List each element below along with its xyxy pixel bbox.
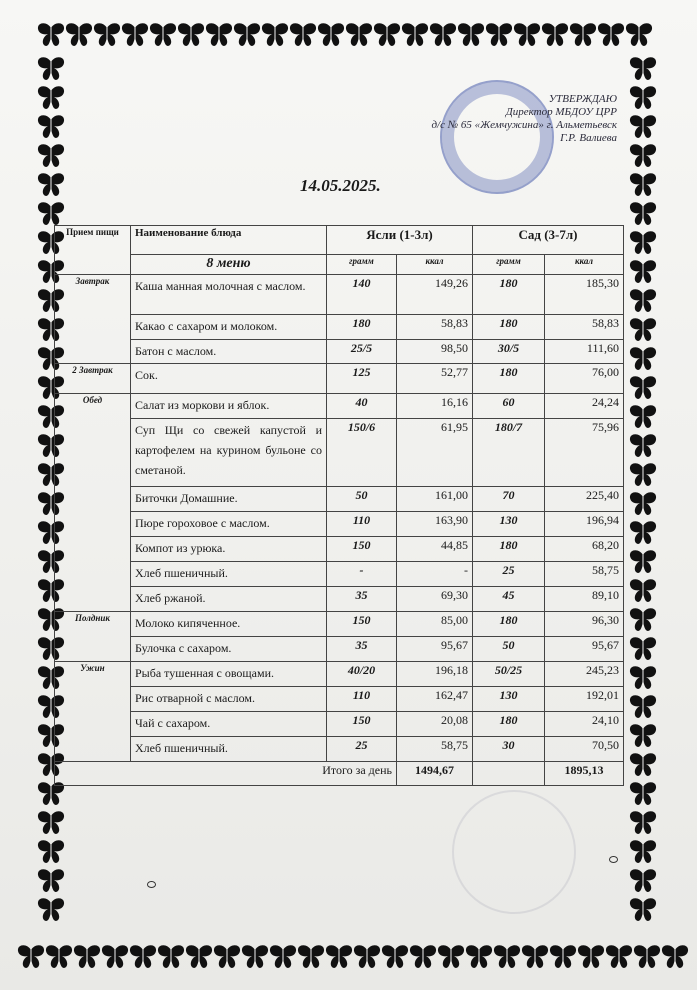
table-row <box>55 315 624 340</box>
gram-nursery: 40 <box>327 394 397 419</box>
gram-nursery: 35 <box>327 587 397 612</box>
butterfly-icon <box>260 22 290 48</box>
gram-kindergarten: 180 <box>473 612 545 637</box>
total-label: Итого за день <box>55 762 397 786</box>
butterfly-icon <box>628 520 658 546</box>
dish-name: Хлеб ржаной. <box>131 587 327 612</box>
circle-mark <box>609 856 618 863</box>
butterfly-icon <box>16 944 46 970</box>
table-row <box>55 340 624 364</box>
gram-kindergarten: 25 <box>473 562 545 587</box>
table-row <box>55 419 624 487</box>
kcal-kindergarten: 196,94 <box>545 512 624 537</box>
kcal-kindergarten: 58,83 <box>545 315 624 340</box>
butterfly-icon <box>548 944 578 970</box>
kcal-kindergarten: 111,60 <box>545 340 624 364</box>
butterfly-icon <box>628 404 658 430</box>
gram-nursery: 125 <box>327 364 397 394</box>
butterfly-icon <box>344 22 374 48</box>
table-row <box>55 487 624 512</box>
dish-name: Какао с сахаром и молоком. <box>131 315 327 340</box>
header-group-kindergarten: Сад (3-7л) <box>473 226 624 255</box>
butterfly-icon <box>628 839 658 865</box>
butterfly-icon <box>120 22 150 48</box>
table-row <box>55 712 624 737</box>
dish-name: Чай с сахаром. <box>131 712 327 737</box>
meal-name: Полдник <box>55 612 131 662</box>
gram-kindergarten: 130 <box>473 512 545 537</box>
kcal-kindergarten: 96,30 <box>545 612 624 637</box>
gram-nursery: 110 <box>327 512 397 537</box>
table-row <box>55 737 624 762</box>
dish-name: Биточки Домашние. <box>131 487 327 512</box>
butterfly-icon <box>628 375 658 401</box>
dish-name: Батон с маслом. <box>131 340 327 364</box>
butterfly-icon <box>232 22 262 48</box>
header-kcal-nursery: ккал <box>397 255 473 275</box>
kcal-kindergarten: 192,01 <box>545 687 624 712</box>
butterfly-icon <box>72 944 102 970</box>
kcal-kindergarten: 58,75 <box>545 562 624 587</box>
kcal-nursery: 58,83 <box>397 315 473 340</box>
butterfly-icon <box>456 22 486 48</box>
butterfly-icon <box>628 56 658 82</box>
butterfly-icon <box>628 114 658 140</box>
butterfly-icon <box>540 22 570 48</box>
kcal-kindergarten: 75,96 <box>545 419 624 487</box>
butterfly-icon <box>36 143 66 169</box>
gram-nursery: 40/20 <box>327 662 397 687</box>
butterfly-icon <box>380 944 410 970</box>
butterfly-icon <box>36 897 66 923</box>
butterfly-icon <box>628 810 658 836</box>
header-kcal-kindergarten: ккал <box>545 255 624 275</box>
kcal-nursery: 163,90 <box>397 512 473 537</box>
menu-date: 14.05.2025. <box>300 176 381 195</box>
gram-nursery: - <box>327 562 397 587</box>
butterfly-icon <box>316 22 346 48</box>
dish-name: Хлеб пшеничный. <box>131 562 327 587</box>
butterfly-icon <box>352 944 382 970</box>
butterfly-icon <box>492 944 522 970</box>
header-gram-kindergarten: грамм <box>473 255 545 275</box>
kcal-nursery: 69,30 <box>397 587 473 612</box>
total-empty-cell <box>473 762 545 786</box>
gram-kindergarten: 45 <box>473 587 545 612</box>
butterfly-icon <box>372 22 402 48</box>
gram-kindergarten: 180 <box>473 712 545 737</box>
butterfly-icon <box>628 665 658 691</box>
table-row <box>55 562 624 587</box>
kcal-nursery: 52,77 <box>397 364 473 394</box>
butterfly-icon <box>628 897 658 923</box>
butterfly-icon <box>184 944 214 970</box>
butterfly-icon <box>628 752 658 778</box>
butterfly-icon <box>628 230 658 256</box>
gram-kindergarten: 50 <box>473 637 545 662</box>
kcal-nursery: 44,85 <box>397 537 473 562</box>
gram-kindergarten: 130 <box>473 687 545 712</box>
gram-nursery: 150/6 <box>327 419 397 487</box>
gram-kindergarten: 50/25 <box>473 662 545 687</box>
kcal-nursery: 20,08 <box>397 712 473 737</box>
kcal-nursery: 85,00 <box>397 612 473 637</box>
butterfly-icon <box>576 944 606 970</box>
gram-kindergarten: 180 <box>473 275 545 315</box>
total-kcal-kindergarten: 1895,13 <box>545 762 624 786</box>
meal-name: Завтрак <box>55 275 131 364</box>
butterfly-icon <box>36 85 66 111</box>
butterfly-icon <box>628 259 658 285</box>
table-row <box>55 612 624 637</box>
dish-name: Суп Щи со свежей капустой и картофелем на курином бульоне со сметаной. <box>131 419 327 487</box>
header-meal: Прием пищи <box>55 226 131 275</box>
approval-position: Директор МБДОУ ЦРР <box>505 106 617 118</box>
table-row <box>55 364 624 394</box>
butterfly-icon <box>92 22 122 48</box>
meal-name: Обед <box>55 394 131 612</box>
butterfly-icon <box>628 723 658 749</box>
butterfly-icon <box>624 22 654 48</box>
meal-name: 2 Завтрак <box>55 364 131 394</box>
gram-kindergarten: 70 <box>473 487 545 512</box>
dish-name: Сок. <box>131 364 327 394</box>
butterfly-icon <box>64 22 94 48</box>
kcal-nursery: 149,26 <box>397 275 473 315</box>
butterfly-icon <box>484 22 514 48</box>
table-row <box>55 394 624 419</box>
gram-nursery: 150 <box>327 612 397 637</box>
kcal-kindergarten: 245,23 <box>545 662 624 687</box>
kcal-kindergarten: 95,67 <box>545 637 624 662</box>
butterfly-icon <box>36 56 66 82</box>
butterfly-icon <box>628 781 658 807</box>
butterfly-icon <box>436 944 466 970</box>
table-row <box>55 512 624 537</box>
butterfly-icon <box>628 462 658 488</box>
butterfly-icon <box>512 22 542 48</box>
butterfly-icon <box>628 172 658 198</box>
kcal-kindergarten: 225,40 <box>545 487 624 512</box>
kcal-nursery: - <box>397 562 473 587</box>
butterfly-icon <box>408 944 438 970</box>
kcal-kindergarten: 76,00 <box>545 364 624 394</box>
kcal-kindergarten: 89,10 <box>545 587 624 612</box>
total-kcal-nursery: 1494,67 <box>397 762 473 786</box>
kcal-nursery: 162,47 <box>397 687 473 712</box>
kcal-kindergarten: 68,20 <box>545 537 624 562</box>
kcal-nursery: 161,00 <box>397 487 473 512</box>
dish-name: Молоко кипяченное. <box>131 612 327 637</box>
gram-kindergarten: 180 <box>473 315 545 340</box>
faded-stamp <box>452 790 576 914</box>
kcal-nursery: 196,18 <box>397 662 473 687</box>
butterfly-icon <box>212 944 242 970</box>
kcal-kindergarten: 70,50 <box>545 737 624 762</box>
butterfly-icon <box>36 114 66 140</box>
butterfly-icon <box>628 636 658 662</box>
dish-name: Каша манная молочная с маслом. <box>131 275 327 315</box>
butterfly-icon <box>156 944 186 970</box>
butterfly-icon <box>36 868 66 894</box>
gram-nursery: 35 <box>327 637 397 662</box>
butterfly-icon <box>628 288 658 314</box>
kcal-kindergarten: 24,10 <box>545 712 624 737</box>
butterfly-icon <box>628 85 658 111</box>
butterfly-icon <box>288 22 318 48</box>
gram-nursery: 25 <box>327 737 397 762</box>
table-row <box>55 275 624 315</box>
kcal-nursery: 95,67 <box>397 637 473 662</box>
meal-name: Ужин <box>55 662 131 762</box>
butterfly-icon <box>100 944 130 970</box>
gram-nursery: 150 <box>327 537 397 562</box>
butterfly-icon <box>604 944 634 970</box>
butterfly-icon <box>36 839 66 865</box>
gram-kindergarten: 180 <box>473 537 545 562</box>
kcal-nursery: 98,50 <box>397 340 473 364</box>
butterfly-icon <box>36 201 66 227</box>
butterfly-icon <box>464 944 494 970</box>
butterfly-icon <box>268 944 298 970</box>
dish-name: Рис отварной с маслом. <box>131 687 327 712</box>
butterfly-icon <box>568 22 598 48</box>
dish-name: Салат из моркови и яблок. <box>131 394 327 419</box>
butterfly-icon <box>628 607 658 633</box>
gram-nursery: 110 <box>327 687 397 712</box>
butterfly-icon <box>176 22 206 48</box>
gram-kindergarten: 60 <box>473 394 545 419</box>
dish-name: Булочка с сахаром. <box>131 637 327 662</box>
butterfly-icon <box>596 22 626 48</box>
gram-nursery: 150 <box>327 712 397 737</box>
butterfly-icon <box>660 944 690 970</box>
approval-title: УТВЕРЖДАЮ <box>548 93 617 105</box>
approval-organization: д/с № 65 «Жемчужина» г. Альметьевск <box>431 119 617 131</box>
header-gram-nursery: грамм <box>327 255 397 275</box>
gram-kindergarten: 180/7 <box>473 419 545 487</box>
gram-kindergarten: 180 <box>473 364 545 394</box>
butterfly-icon <box>400 22 430 48</box>
butterfly-icon <box>204 22 234 48</box>
butterfly-icon <box>628 694 658 720</box>
butterfly-icon <box>628 201 658 227</box>
kcal-nursery: 58,75 <box>397 737 473 762</box>
dish-name: Компот из урюка. <box>131 537 327 562</box>
dish-name: Рыба тушенная с овощами. <box>131 662 327 687</box>
table-row <box>55 637 624 662</box>
kcal-nursery: 61,95 <box>397 419 473 487</box>
dish-name: Пюре гороховое с маслом. <box>131 512 327 537</box>
butterfly-icon <box>148 22 178 48</box>
gram-kindergarten: 30 <box>473 737 545 762</box>
butterfly-icon <box>628 143 658 169</box>
gram-nursery: 140 <box>327 275 397 315</box>
butterfly-icon <box>628 549 658 575</box>
kcal-kindergarten: 24,24 <box>545 394 624 419</box>
gram-nursery: 180 <box>327 315 397 340</box>
butterfly-icon <box>36 810 66 836</box>
butterfly-icon <box>628 346 658 372</box>
header-group-nursery: Ясли (1-3л) <box>327 226 473 255</box>
table-row <box>55 587 624 612</box>
butterfly-icon <box>632 944 662 970</box>
butterfly-icon <box>628 317 658 343</box>
kcal-kindergarten: 185,30 <box>545 275 624 315</box>
gram-nursery: 50 <box>327 487 397 512</box>
butterfly-icon <box>628 578 658 604</box>
gram-nursery: 25/5 <box>327 340 397 364</box>
header-dish: Наименование блюда <box>131 226 327 255</box>
butterfly-icon <box>44 944 74 970</box>
gram-kindergarten: 30/5 <box>473 340 545 364</box>
butterfly-icon <box>628 491 658 517</box>
butterfly-icon <box>520 944 550 970</box>
approval-block <box>412 93 617 145</box>
butterfly-icon <box>324 944 354 970</box>
butterfly-icon <box>628 433 658 459</box>
butterfly-icon <box>36 22 66 48</box>
butterfly-icon <box>240 944 270 970</box>
table-row <box>55 687 624 712</box>
circle-mark <box>147 881 156 888</box>
butterfly-icon <box>36 172 66 198</box>
dish-name: Хлеб пшеничный. <box>131 737 327 762</box>
kcal-nursery: 16,16 <box>397 394 473 419</box>
table-row <box>55 537 624 562</box>
menu-number: 8 меню <box>131 255 327 275</box>
table-row <box>55 662 624 687</box>
butterfly-icon <box>428 22 458 48</box>
approval-signatory: Г.Р. Валиева <box>560 132 617 144</box>
butterfly-icon <box>628 868 658 894</box>
menu-table <box>54 225 624 786</box>
butterfly-icon <box>296 944 326 970</box>
butterfly-icon <box>128 944 158 970</box>
